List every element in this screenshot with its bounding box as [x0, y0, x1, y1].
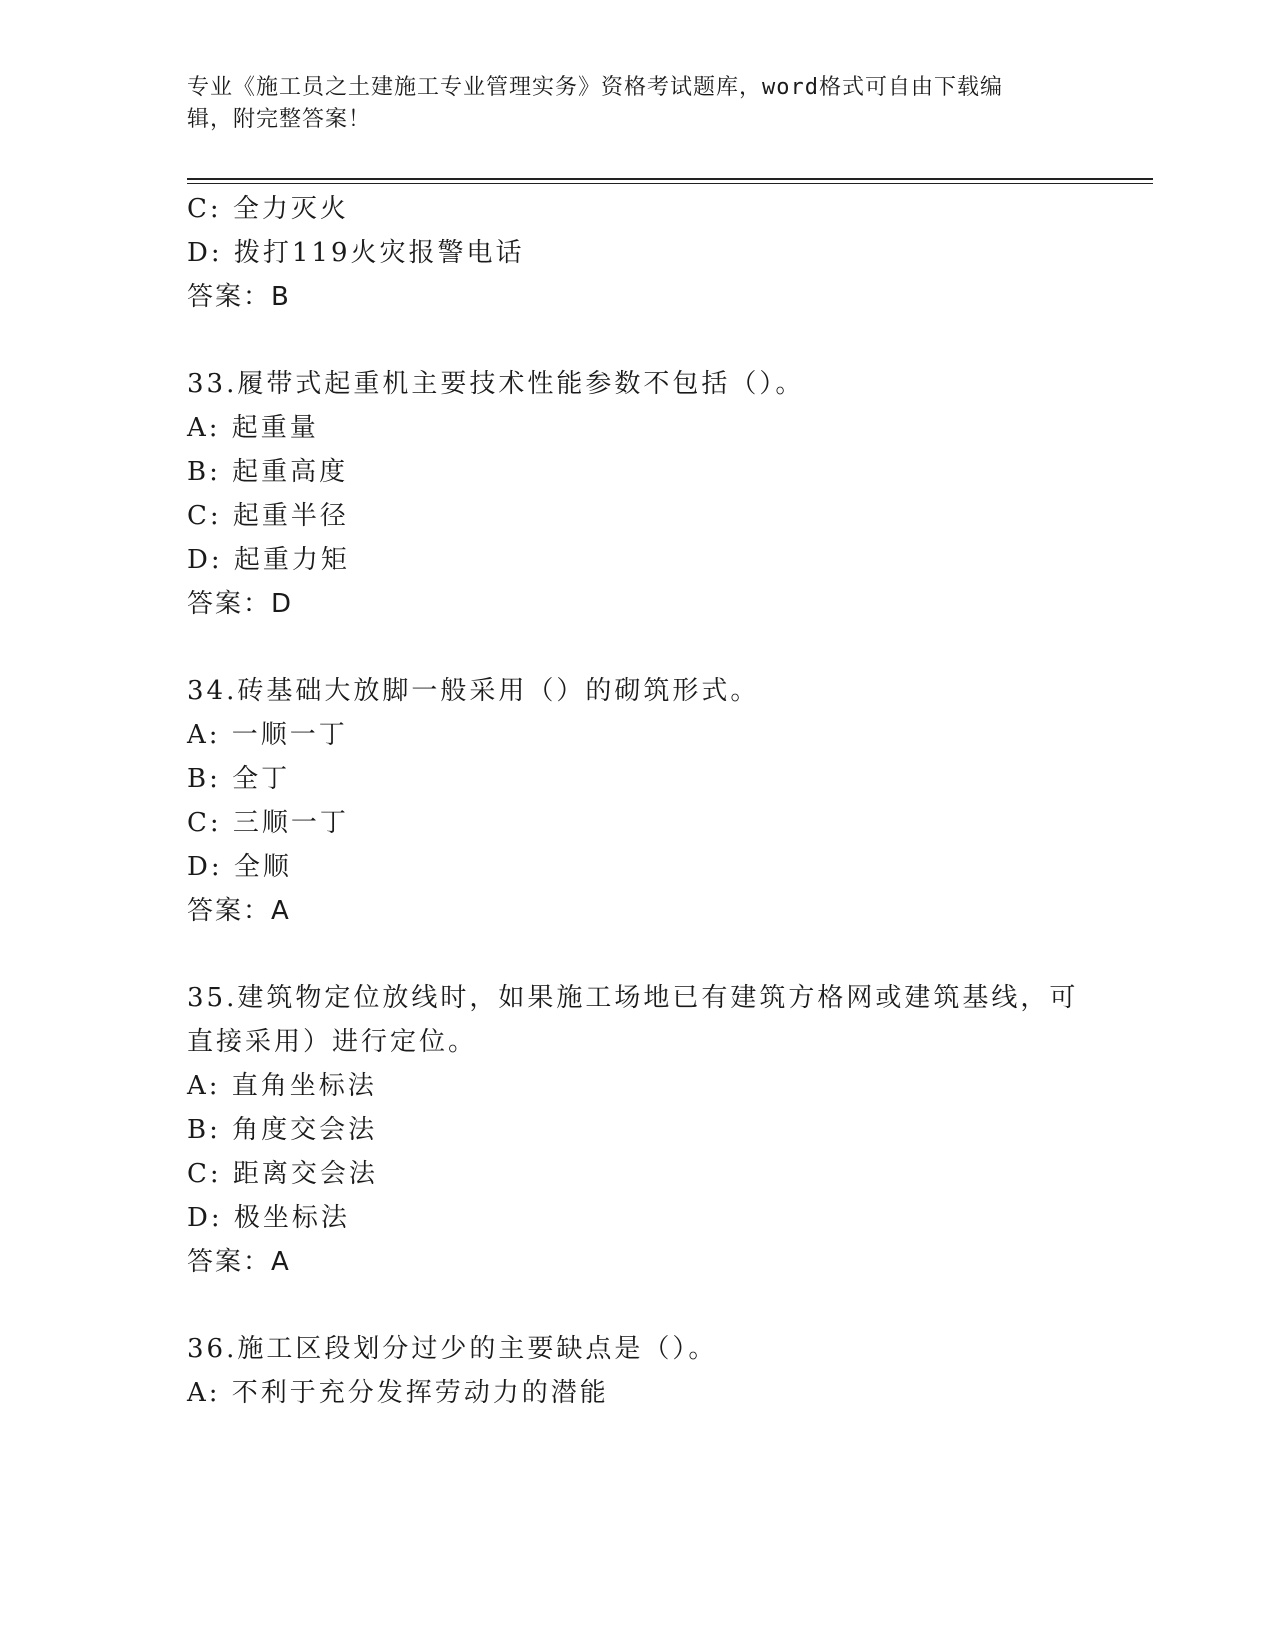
- q35-option-c: C: 距离交会法: [187, 1159, 378, 1189]
- q33-option-d: D: 起重力矩: [187, 545, 350, 575]
- q32-answer: 答案：B: [187, 282, 291, 312]
- q35-option-a: A: 直角坐标法: [187, 1071, 377, 1101]
- document-header: [187, 72, 1067, 136]
- q33-stem: 33.履带式起重机主要技术性能参数不包括（）。: [187, 369, 805, 399]
- q34-option-b: B: 全丁: [187, 764, 291, 794]
- q32-option-d: D: 拨打119火灾报警电话: [187, 238, 525, 268]
- q34-option-d: D: 全顺: [187, 852, 292, 882]
- q34-option-a: A: 一顺一丁: [187, 720, 348, 750]
- q34-option-c: C: 三顺一丁: [187, 808, 349, 838]
- q33-answer: 答案：D: [187, 589, 294, 619]
- q35-option-d: D: 极坐标法: [187, 1203, 350, 1233]
- q36-option-a: A: 不利于充分发挥劳动力的潜能: [187, 1378, 609, 1408]
- q36-stem: 36.施工区段划分过少的主要缺点是（）。: [187, 1334, 718, 1364]
- q35-option-b: B: 角度交会法: [187, 1115, 378, 1145]
- q33-option-a: A: 起重量: [187, 413, 319, 443]
- header-line-2: 辑，附完整答案！: [187, 107, 372, 132]
- header-divider-thin: [187, 183, 1153, 184]
- q34-stem: 34.砖基础大放脚一般采用（）的砌筑形式。: [187, 676, 760, 706]
- q35-stem-line-1: 35.建筑物定位放线时，如果施工场地已有建筑方格网或建筑基线，可: [187, 983, 1079, 1013]
- q35-stem-line-2: 直接采用）进行定位。: [187, 1027, 478, 1057]
- q33-option-b: B: 起重高度: [187, 457, 349, 487]
- q35-answer: 答案：A: [187, 1247, 291, 1277]
- header-divider-thick: [187, 178, 1153, 180]
- header-line-1: 专业《施工员之土建施工专业管理实务》资格考试题库，word格式可自由下载编: [187, 75, 1003, 100]
- q32-option-c: C: 全力灭火: [187, 194, 349, 224]
- q34-answer: 答案：A: [187, 896, 291, 926]
- q33-option-c: C: 起重半径: [187, 501, 349, 531]
